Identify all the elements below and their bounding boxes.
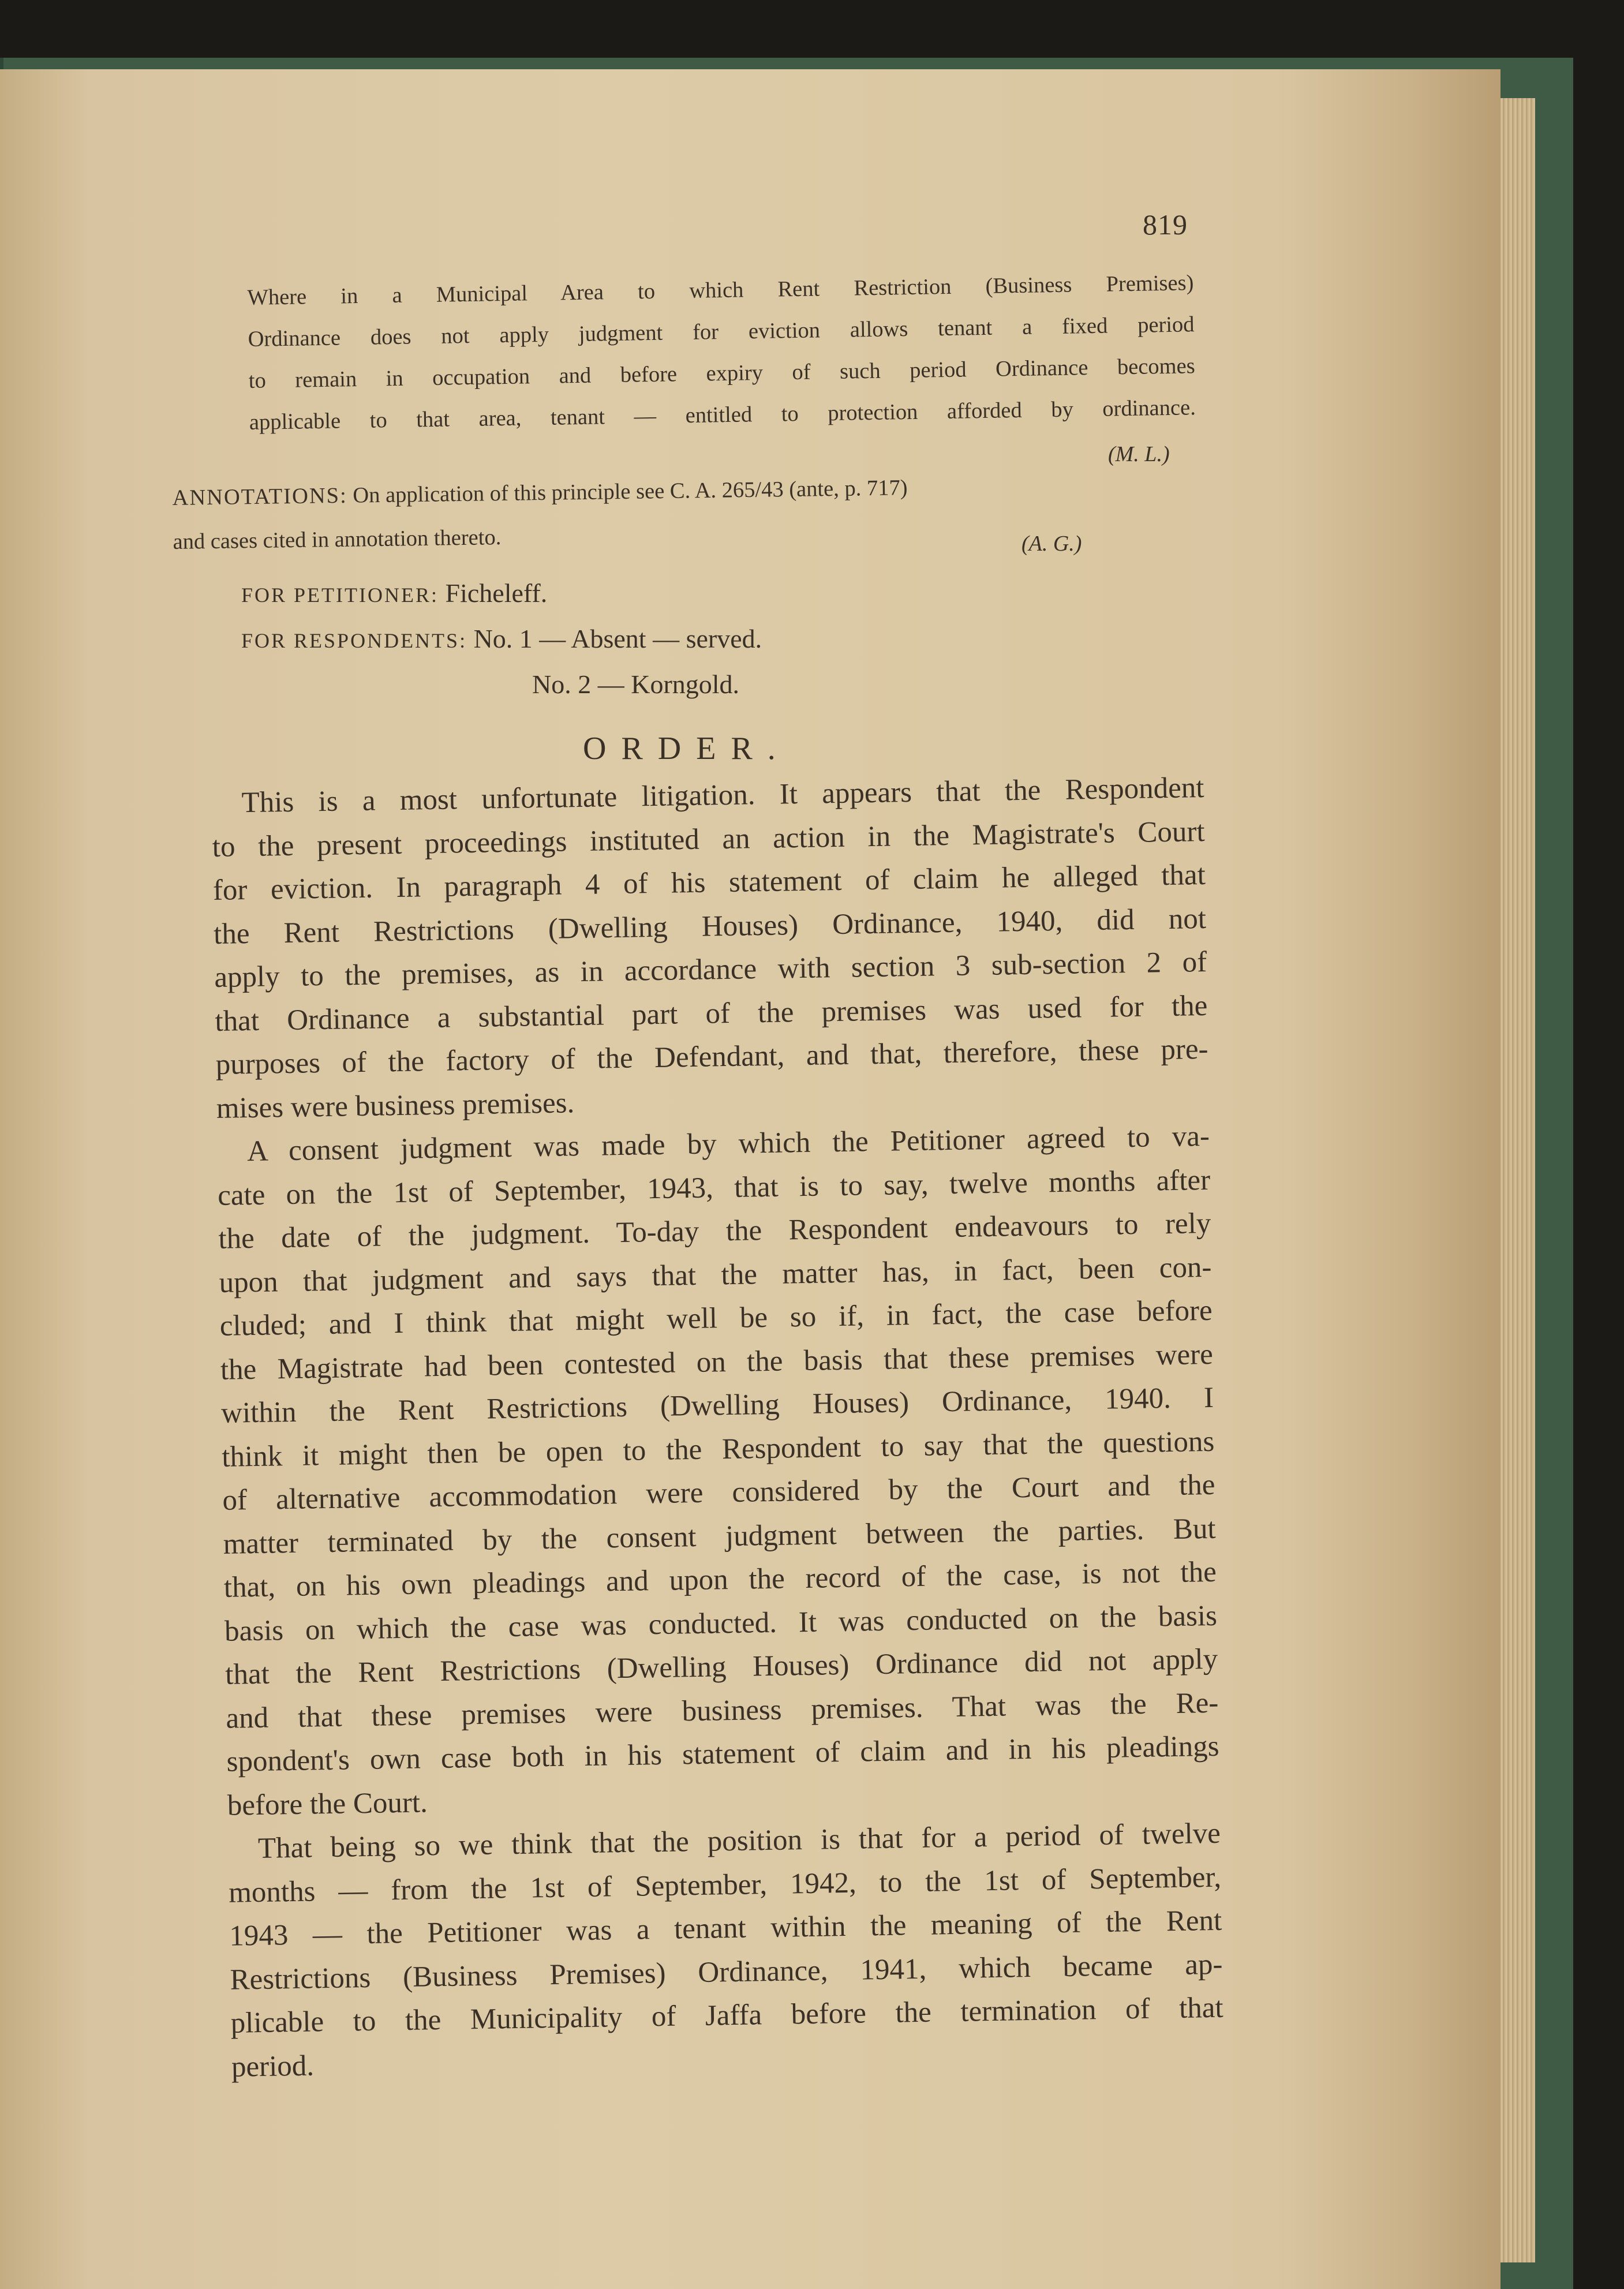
paragraph-line: mises were business premises.: [216, 1086, 575, 1125]
paragraph-line: spondent's own case both in his statement of claim and in his pleadings: [226, 1730, 1219, 1778]
paragraph-line: matter terminated by the consent judgment between the parties. But: [223, 1512, 1216, 1561]
paragraph-line: and that these premises were business premises. That was the Re-: [226, 1686, 1219, 1735]
book-page: [0, 69, 1500, 2289]
paragraph-line: upon that judgment and says that the matter has, in fact, been con-: [219, 1251, 1212, 1299]
paragraph-line: for eviction. In paragraph 4 of his statement of claim he alleged that: [212, 858, 1206, 907]
paragraph-line: This is a most unfortunate litigation. It appears that the Respondent: [241, 771, 1204, 820]
order-title: ORDER.: [583, 731, 791, 766]
paragraph-line: that the Rent Restrictions (Dwelling Houses) Ordinance did not apply: [224, 1643, 1218, 1691]
respondents-label: FOR RESPONDENTS:: [241, 629, 467, 652]
counsel-block: [241, 571, 762, 706]
paragraph-line: within the Rent Restrictions (Dwelling Houses) Ordinance, 1940. I: [220, 1381, 1214, 1430]
paragraph-line: think it might then be open to the Respondent to say that the questions: [221, 1425, 1215, 1473]
paragraph-line: months — from the 1st of September, 1942, to the 1st of September,: [228, 1861, 1222, 1909]
respondent-2-counsel: No. 2 — Korngold.: [532, 670, 740, 699]
petitioner-row: [241, 571, 762, 617]
paragraph-line: A consent judgment was made by which the Petitioner agreed to va-: [246, 1120, 1210, 1168]
annotations-line-2: and cases cited in annotation thereto.: [173, 525, 502, 554]
paragraph-line: to the present proceedings instituted an action in the Magistrate's Court: [212, 815, 1205, 863]
paragraph-line: basis on which the case was conducted. It was conducted on the basis: [224, 1599, 1218, 1648]
headnote-line: Where in a Municipal Area to which Rent Restriction (Business Premises): [247, 271, 1194, 310]
headnote-line: Ordinance does not apply judgment for eviction allows tenant a fixed period: [248, 312, 1195, 351]
headnote: [247, 262, 1196, 443]
annotations-text-1: On application of this principle see C. A. 265/43 (ante, p. 717): [353, 476, 908, 508]
page-number: 819: [1143, 208, 1188, 241]
paragraph-line: 1943 — the Petitioner was a tenant within the meaning of the Rent: [229, 1904, 1222, 1953]
paragraph-line: Restrictions (Business Premises) Ordinance, 1941, which became ap-: [230, 1948, 1223, 1996]
paragraph-line: that Ordinance a substantial part of the premises was used for the: [215, 989, 1208, 1038]
paragraph-line: period.: [231, 2049, 315, 2084]
petitioner-counsel: Ficheleff.: [445, 578, 548, 608]
order-body: [211, 766, 1224, 2089]
paragraph-line: apply to the premises, as in accordance with section 3 sub-section 2 of: [214, 945, 1207, 994]
paragraph-line: the Rent Restrictions (Dwelling Houses) Ordinance, 1940, did not: [213, 902, 1207, 951]
annotations-label: ANNOTATIONS:: [172, 483, 348, 510]
headnote-line: applicable to that area, tenant — entitled to protection afforded by ordinance.: [249, 395, 1196, 435]
respondent-2-row: [241, 663, 762, 706]
paragraph-line: the Magistrate had been contested on the basis that these premises were: [220, 1338, 1214, 1386]
petitioner-label: FOR PETITIONER:: [241, 584, 439, 607]
paragraph-line: That being so we think that the position is that for a period of twelve: [257, 1817, 1221, 1865]
page-edge: [1500, 98, 1535, 2262]
paragraph-line: the date of the judgment. To-day the Respondent endeavours to rely: [218, 1207, 1211, 1255]
paragraph-line: purposes of the factory of the Defendant, and that, therefore, these pre-: [215, 1033, 1208, 1081]
paragraph-line: plicable to the Municipality of Jaffa before the termination of that: [230, 1991, 1224, 2040]
headnote-line: to remain in occupation and before expiry of such period Ordinance becomes: [248, 354, 1195, 393]
respondent-1-counsel: No. 1 — Absent — served.: [473, 624, 762, 653]
annotations-initials: (A. G.): [1021, 532, 1082, 556]
paragraph-line: that, on his own pleadings and upon the record of the case, is not the: [223, 1555, 1217, 1604]
paragraph-line: of alternative accommodation were considered by the Court and the: [222, 1468, 1215, 1517]
paragraph-line: cate on the 1st of September, 1943, that is to say, twelve months after: [217, 1164, 1211, 1212]
respondents-row: [241, 617, 762, 663]
paragraph-line: before the Court.: [227, 1786, 428, 1822]
paragraph-line: cluded; and I think that might well be so if, in fact, the case before: [219, 1294, 1213, 1342]
headnote-initials: (M. L.): [1108, 442, 1170, 466]
